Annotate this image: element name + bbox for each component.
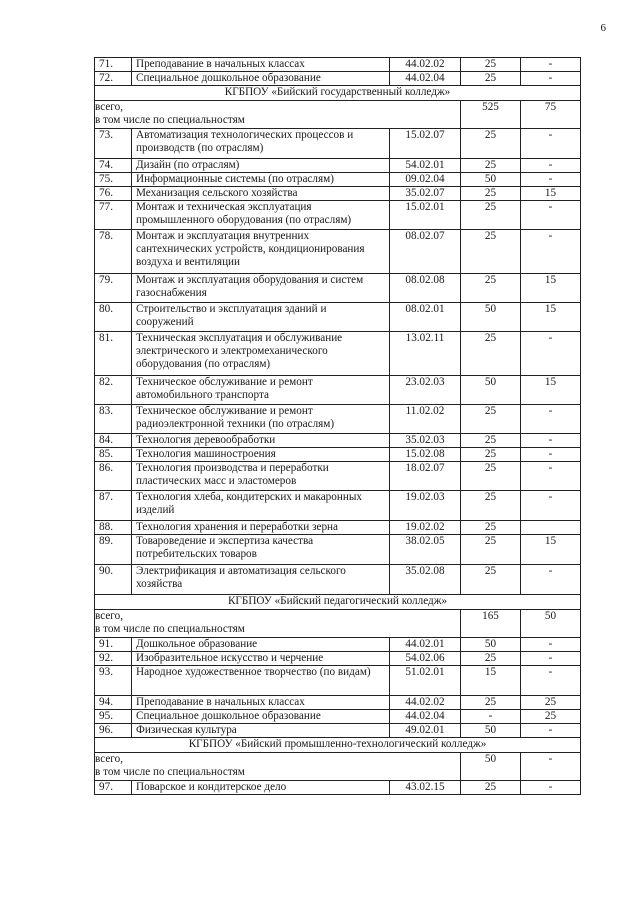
value-1: 50 bbox=[461, 173, 521, 187]
value-2: - bbox=[521, 666, 581, 696]
specialty-code: 15.02.08 bbox=[390, 448, 461, 462]
total-row bbox=[95, 753, 581, 781]
row-number: 93. bbox=[95, 666, 132, 696]
specialty-name: Физическая культура bbox=[132, 724, 390, 738]
value-2: 15 bbox=[521, 274, 581, 303]
value-2: - bbox=[521, 72, 581, 86]
row-number: 77. bbox=[95, 201, 132, 230]
specialty-code: 44.02.02 bbox=[390, 58, 461, 72]
row-number: 91. bbox=[95, 638, 132, 652]
value-1: 25 bbox=[461, 230, 521, 274]
value-2: 25 bbox=[521, 696, 581, 710]
table-row bbox=[95, 230, 581, 274]
table-row bbox=[95, 72, 581, 86]
college-name: КГБПОУ «Бийский педагогический колледж» bbox=[95, 595, 581, 610]
specialty-name: Специальное дошкольное образование bbox=[132, 72, 390, 86]
value-2: - bbox=[521, 173, 581, 187]
specialty-code: 44.02.01 bbox=[390, 638, 461, 652]
specialty-code: 08.02.08 bbox=[390, 274, 461, 303]
total-label-line: всего, bbox=[95, 753, 123, 765]
specialty-name: Монтаж и техническая эксплуатация промышленного оборудования (по отраслям) bbox=[132, 201, 390, 230]
total-label-line: всего, bbox=[95, 610, 123, 622]
value-1: 50 bbox=[461, 724, 521, 738]
table-row bbox=[95, 491, 581, 521]
total-label bbox=[95, 753, 461, 781]
table-row bbox=[95, 521, 581, 535]
total-label-line: в том числе по специальностям bbox=[95, 766, 245, 778]
total-value-1: 165 bbox=[461, 610, 521, 638]
row-number: 73. bbox=[95, 129, 132, 159]
specialty-name: Специальное дошкольное образование bbox=[132, 710, 390, 724]
table-row bbox=[95, 303, 581, 332]
college-header-row bbox=[95, 595, 581, 610]
row-number: 88. bbox=[95, 521, 132, 535]
row-number: 84. bbox=[95, 434, 132, 448]
specialty-name: Технология хлеба, кондитерских и макаронных изделий bbox=[132, 491, 390, 521]
value-1: 25 bbox=[461, 491, 521, 521]
value-2: - bbox=[521, 724, 581, 738]
specialty-code: 13.02.11 bbox=[390, 332, 461, 376]
value-1: 25 bbox=[461, 405, 521, 434]
value-2: - bbox=[521, 405, 581, 434]
value-2: 15 bbox=[521, 303, 581, 332]
row-number: 90. bbox=[95, 565, 132, 595]
value-1: 25 bbox=[461, 535, 521, 565]
total-label-line: всего, bbox=[95, 101, 123, 113]
specialty-code: 54.02.06 bbox=[390, 652, 461, 666]
value-1: 50 bbox=[461, 638, 521, 652]
specialty-name: Механизация сельского хозяйства bbox=[132, 187, 390, 201]
row-number: 76. bbox=[95, 187, 132, 201]
specialty-name: Технология хранения и переработки зерна bbox=[132, 521, 390, 535]
table-row bbox=[95, 638, 581, 652]
total-value-2: - bbox=[521, 753, 581, 781]
total-label-line: в том числе по специальностям bbox=[95, 114, 245, 126]
total-row bbox=[95, 610, 581, 638]
value-2: - bbox=[521, 448, 581, 462]
specialty-name: Техническая эксплуатация и обслуживание электрического и электромеханического оборудования (по отраслям) bbox=[132, 332, 390, 376]
value-2: - bbox=[521, 638, 581, 652]
row-number: 80. bbox=[95, 303, 132, 332]
specialty-code: 23.02.03 bbox=[390, 376, 461, 405]
table-row bbox=[95, 724, 581, 738]
value-1: 25 bbox=[461, 159, 521, 173]
value-2: - bbox=[521, 159, 581, 173]
value-1: 25 bbox=[461, 781, 521, 795]
specialty-code: 38.02.05 bbox=[390, 535, 461, 565]
value-2: 15 bbox=[521, 376, 581, 405]
value-1: 25 bbox=[461, 448, 521, 462]
row-number: 89. bbox=[95, 535, 132, 565]
value-1: 25 bbox=[461, 72, 521, 86]
specialty-name: Поварское и кондитерское дело bbox=[132, 781, 390, 795]
table-row bbox=[95, 159, 581, 173]
table-row bbox=[95, 58, 581, 72]
table-row bbox=[95, 405, 581, 434]
total-label bbox=[95, 101, 461, 129]
value-2: - bbox=[521, 565, 581, 595]
specialties-table bbox=[94, 57, 581, 795]
value-1: 25 bbox=[461, 274, 521, 303]
total-label-line: в том числе по специальностям bbox=[95, 623, 245, 635]
specialty-name: Преподавание в начальных классах bbox=[132, 696, 390, 710]
table-row bbox=[95, 201, 581, 230]
specialty-name: Технология деревообработки bbox=[132, 434, 390, 448]
value-2 bbox=[521, 521, 581, 535]
total-value-1: 525 bbox=[461, 101, 521, 129]
value-1: 25 bbox=[461, 521, 521, 535]
value-2: - bbox=[521, 434, 581, 448]
specialty-name: Техническое обслуживание и ремонт автомобильного транспорта bbox=[132, 376, 390, 405]
specialty-code: 44.02.02 bbox=[390, 696, 461, 710]
specialty-code: 44.02.04 bbox=[390, 72, 461, 86]
specialty-name: Дошкольное образование bbox=[132, 638, 390, 652]
row-number: 72. bbox=[95, 72, 132, 86]
specialty-name: Техническое обслуживание и ремонт радиоэлектронной техники (по отраслям) bbox=[132, 405, 390, 434]
specialty-name: Электрификация и автоматизация сельского хозяйства bbox=[132, 565, 390, 595]
specialty-name: Строительство и эксплуатация зданий и сооружений bbox=[132, 303, 390, 332]
total-row bbox=[95, 101, 581, 129]
value-1: 25 bbox=[461, 332, 521, 376]
college-name: КГБПОУ «Бийский государственный колледж» bbox=[95, 86, 581, 101]
specialty-code: 44.02.04 bbox=[390, 710, 461, 724]
value-2: - bbox=[521, 332, 581, 376]
value-1: 50 bbox=[461, 376, 521, 405]
college-header-row bbox=[95, 86, 581, 101]
specialty-name: Преподавание в начальных классах bbox=[132, 58, 390, 72]
specialty-name: Технология машиностроения bbox=[132, 448, 390, 462]
specialty-code: 19.02.02 bbox=[390, 521, 461, 535]
value-1: 25 bbox=[461, 187, 521, 201]
total-value-2: 50 bbox=[521, 610, 581, 638]
value-1: 25 bbox=[461, 696, 521, 710]
table-row bbox=[95, 535, 581, 565]
row-number: 79. bbox=[95, 274, 132, 303]
specialty-name: Дизайн (по отраслям) bbox=[132, 159, 390, 173]
table-row bbox=[95, 462, 581, 491]
specialty-name: Монтаж и эксплуатация оборудования и систем газоснабжения bbox=[132, 274, 390, 303]
specialty-code: 35.02.03 bbox=[390, 434, 461, 448]
total-value-1: 50 bbox=[461, 753, 521, 781]
row-number: 86. bbox=[95, 462, 132, 491]
row-number: 71. bbox=[95, 58, 132, 72]
specialty-name: Автоматизация технологических процессов и производств (по отраслям) bbox=[132, 129, 390, 159]
specialty-name: Технология производства и переработки пластических масс и эластомеров bbox=[132, 462, 390, 491]
specialty-name: Товароведение и экспертиза качества потребительских товаров bbox=[132, 535, 390, 565]
table-row bbox=[95, 129, 581, 159]
row-number: 97. bbox=[95, 781, 132, 795]
specialty-name: Народное художественное творчество (по видам) bbox=[132, 666, 390, 696]
value-1: 25 bbox=[461, 652, 521, 666]
value-2: - bbox=[521, 201, 581, 230]
value-1: 15 bbox=[461, 666, 521, 696]
value-2: - bbox=[521, 129, 581, 159]
specialty-name: Информационные системы (по отраслям) bbox=[132, 173, 390, 187]
specialty-code: 08.02.01 bbox=[390, 303, 461, 332]
value-1: 25 bbox=[461, 201, 521, 230]
table-row bbox=[95, 187, 581, 201]
row-number: 74. bbox=[95, 159, 132, 173]
value-2: - bbox=[521, 462, 581, 491]
row-number: 82. bbox=[95, 376, 132, 405]
row-number: 92. bbox=[95, 652, 132, 666]
specialty-code: 54.02.01 bbox=[390, 159, 461, 173]
value-2: 25 bbox=[521, 710, 581, 724]
college-name: КГБПОУ «Бийский промышленно-технологический колледж» bbox=[95, 738, 581, 753]
value-2: - bbox=[521, 781, 581, 795]
specialty-name: Монтаж и эксплуатация внутренних сантехнических устройств, кондиционирования воздуха и вентиляции bbox=[132, 230, 390, 274]
table-row bbox=[95, 781, 581, 795]
table-row bbox=[95, 652, 581, 666]
row-number: 85. bbox=[95, 448, 132, 462]
table-row bbox=[95, 332, 581, 376]
row-number: 81. bbox=[95, 332, 132, 376]
table-row bbox=[95, 434, 581, 448]
value-1: 25 bbox=[461, 462, 521, 491]
value-1: 25 bbox=[461, 58, 521, 72]
row-number: 78. bbox=[95, 230, 132, 274]
value-2: - bbox=[521, 491, 581, 521]
table-row bbox=[95, 696, 581, 710]
table-row bbox=[95, 710, 581, 724]
table-body bbox=[95, 58, 581, 795]
total-value-2: 75 bbox=[521, 101, 581, 129]
college-header-row bbox=[95, 738, 581, 753]
table-row bbox=[95, 448, 581, 462]
value-2: - bbox=[521, 58, 581, 72]
table-row bbox=[95, 376, 581, 405]
table-row bbox=[95, 274, 581, 303]
value-2: - bbox=[521, 652, 581, 666]
specialty-code: 09.02.04 bbox=[390, 173, 461, 187]
page-number: 6 bbox=[600, 22, 606, 34]
value-2: - bbox=[521, 230, 581, 274]
specialty-code: 15.02.07 bbox=[390, 129, 461, 159]
value-2: 15 bbox=[521, 187, 581, 201]
row-number: 75. bbox=[95, 173, 132, 187]
row-number: 87. bbox=[95, 491, 132, 521]
table-row bbox=[95, 565, 581, 595]
table-row bbox=[95, 666, 581, 696]
specialty-code: 35.02.08 bbox=[390, 565, 461, 595]
specialty-code: 11.02.02 bbox=[390, 405, 461, 434]
row-number: 94. bbox=[95, 696, 132, 710]
specialty-code: 08.02.07 bbox=[390, 230, 461, 274]
specialty-name: Изобразительное искусство и черчение bbox=[132, 652, 390, 666]
specialty-code: 51.02.01 bbox=[390, 666, 461, 696]
table-row bbox=[95, 173, 581, 187]
specialty-code: 43.02.15 bbox=[390, 781, 461, 795]
specialty-code: 15.02.01 bbox=[390, 201, 461, 230]
row-number: 96. bbox=[95, 724, 132, 738]
specialty-code: 18.02.07 bbox=[390, 462, 461, 491]
value-1: 25 bbox=[461, 434, 521, 448]
value-2: 15 bbox=[521, 535, 581, 565]
total-label bbox=[95, 610, 461, 638]
value-1: 50 bbox=[461, 303, 521, 332]
value-1: 25 bbox=[461, 129, 521, 159]
row-number: 83. bbox=[95, 405, 132, 434]
specialty-code: 19.02.03 bbox=[390, 491, 461, 521]
value-1: - bbox=[461, 710, 521, 724]
row-number: 95. bbox=[95, 710, 132, 724]
value-1: 25 bbox=[461, 565, 521, 595]
specialty-code: 35.02.07 bbox=[390, 187, 461, 201]
specialty-code: 49.02.01 bbox=[390, 724, 461, 738]
